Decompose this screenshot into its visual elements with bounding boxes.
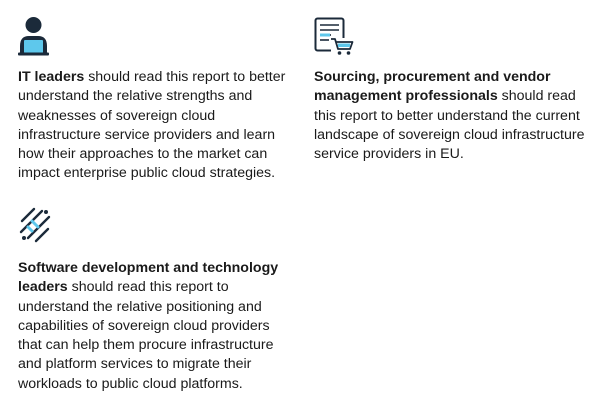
audience-sourcing — [314, 16, 596, 164]
it-leaders-text: should read this report to better understand the relative strengths and weaknesses of sovereign cloud infrastructure service providers and learn how their approaches to the market can impact enterprise public cloud strategies. — [18, 69, 286, 182]
audience-it-leaders — [18, 16, 290, 184]
software-paragraph — [18, 259, 290, 394]
sourcing-title: Sourcing, procurement and vendor management professionals — [314, 69, 551, 105]
it-leaders-paragraph — [18, 68, 290, 184]
sourcing-paragraph — [314, 68, 596, 164]
sourcing-text: should read this report to better understand the current landscape of sovereign cloud infrastructure service providers in EU. — [314, 88, 585, 163]
software-title: Software development and technology leaders — [18, 260, 279, 296]
audience-software-development — [18, 207, 290, 394]
dna-code-icon — [18, 207, 290, 247]
document-with-shopping-cart-icon — [314, 16, 596, 58]
software-text: should read this report to understand the relative positioning and capabilities of sovereign cloud providers that can help them procure infrastructure and platform services to migrate their workloads to public cloud platforms. — [18, 279, 274, 392]
it-leaders-title: IT leaders — [18, 69, 85, 85]
person-at-laptop-icon — [18, 16, 290, 58]
